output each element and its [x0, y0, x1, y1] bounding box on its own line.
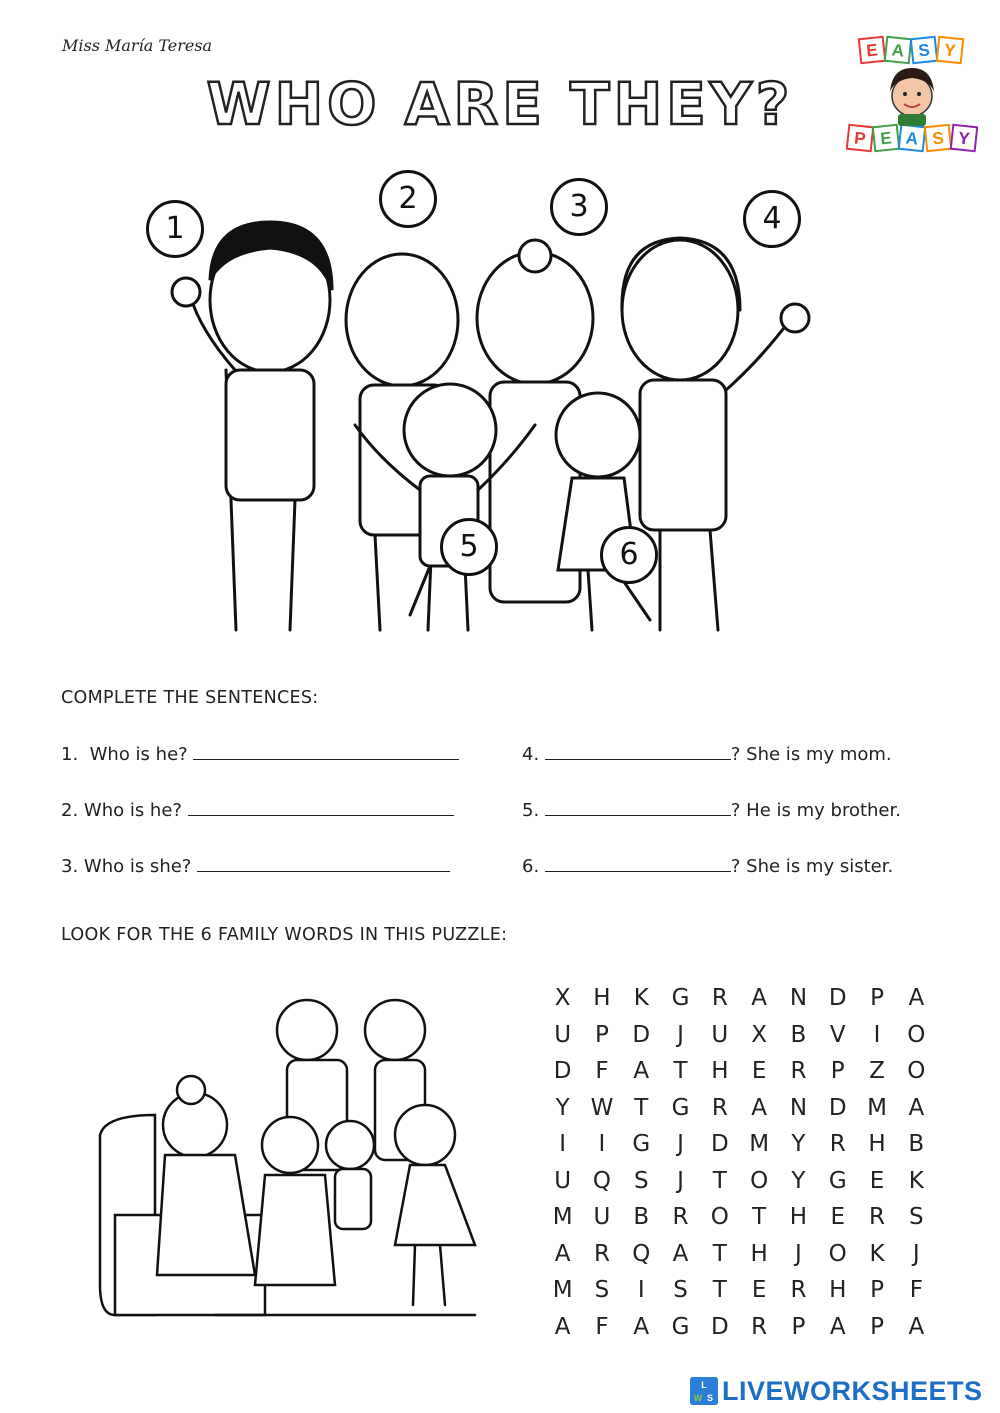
puzzle-letter[interactable]: A [633, 1058, 650, 1084]
puzzle-letter[interactable]: G [828, 1167, 847, 1194]
sentence-2 [61, 799, 454, 821]
puzzle-letter[interactable]: B [908, 1131, 925, 1157]
puzzle-letter[interactable]: M [552, 1277, 573, 1303]
puzzle-letter[interactable]: E [869, 1167, 885, 1194]
puzzle-letter[interactable]: Y [791, 1167, 806, 1194]
word-search-grid[interactable] [543, 985, 936, 1350]
answer-blank-2[interactable] [188, 799, 454, 816]
puzzle-letter[interactable]: Y [555, 1094, 570, 1121]
puzzle-letter[interactable]: R [672, 1204, 689, 1230]
puzzle-letter[interactable]: J [677, 1167, 684, 1194]
puzzle-letter[interactable]: I [637, 1277, 645, 1303]
family-sofa-illustration [95, 985, 495, 1330]
puzzle-letter[interactable]: D [710, 1313, 729, 1340]
sentence-prefix: 1. Who is he? [61, 744, 194, 765]
puzzle-letter[interactable]: N [789, 1094, 808, 1121]
svg-text:E: E [879, 128, 893, 149]
svg-text:A: A [904, 128, 920, 149]
puzzle-letter[interactable]: M [552, 1204, 573, 1230]
puzzle-letter[interactable]: H [829, 1277, 847, 1303]
answer-blank-4[interactable] [545, 743, 731, 760]
sentence-5 [522, 799, 901, 821]
svg-text:W: W [693, 1393, 703, 1403]
puzzle-letter[interactable]: A [908, 1313, 925, 1340]
puzzle-row [543, 1095, 936, 1132]
puzzle-letter[interactable]: A [633, 1313, 650, 1340]
puzzle-letter[interactable]: A [554, 1240, 571, 1267]
puzzle-letter[interactable]: S [633, 1167, 649, 1194]
puzzle-letter[interactable]: Q [632, 1240, 651, 1267]
puzzle-letter[interactable]: D [710, 1131, 729, 1157]
puzzle-letter[interactable]: T [712, 1167, 727, 1194]
puzzle-letter[interactable]: Z [869, 1058, 885, 1084]
puzzle-letter[interactable]: H [711, 1058, 729, 1084]
puzzle-letter[interactable]: D [828, 985, 847, 1011]
puzzle-letter[interactable]: K [633, 985, 649, 1011]
puzzle-letter[interactable]: O [907, 1058, 926, 1084]
puzzle-letter[interactable]: H [750, 1240, 768, 1267]
puzzle-row [543, 1058, 936, 1095]
puzzle-letter[interactable]: R [790, 1277, 807, 1303]
puzzle-letter[interactable]: G [632, 1131, 651, 1157]
puzzle-letter[interactable]: F [595, 1058, 609, 1084]
author-name: Miss María Teresa [62, 36, 213, 55]
puzzle-letter[interactable]: J [912, 1240, 920, 1267]
puzzle-letter[interactable]: G [671, 1094, 690, 1121]
puzzle-letter[interactable]: G [671, 985, 690, 1011]
sentence-4 [522, 743, 892, 765]
puzzle-letter[interactable]: A [829, 1313, 846, 1340]
puzzle-letter[interactable]: H [789, 1204, 808, 1230]
puzzle-letter[interactable]: P [830, 1058, 845, 1084]
page-title: WHO ARE THEY? [206, 70, 794, 138]
puzzle-letter[interactable]: R [869, 1204, 886, 1230]
number-circle-3: 3 [550, 178, 608, 236]
puzzle-row [543, 1204, 936, 1241]
sentence-prefix: 3. Who is she? [61, 856, 198, 877]
puzzle-letter[interactable]: U [593, 1204, 611, 1230]
puzzle-letter[interactable]: R [829, 1131, 846, 1157]
logo-letter-block [937, 37, 963, 63]
puzzle-letter[interactable]: R [711, 1094, 728, 1121]
puzzle-letter[interactable]: A [751, 985, 767, 1011]
answer-blank-6[interactable] [545, 855, 731, 872]
puzzle-letter[interactable]: A [908, 985, 925, 1011]
puzzle-letter[interactable]: H [868, 1131, 886, 1157]
puzzle-letter[interactable]: F [595, 1313, 609, 1340]
sentence-prefix: 2. Who is he? [61, 800, 188, 821]
puzzle-letter[interactable]: F [909, 1277, 923, 1303]
puzzle-letter[interactable]: P [870, 1313, 884, 1340]
number-circle-6: 6 [600, 526, 658, 584]
logo-letter-block [951, 125, 977, 151]
puzzle-letter[interactable]: T [634, 1094, 649, 1121]
footer-brand [690, 1376, 983, 1406]
puzzle-letter[interactable]: S [673, 1277, 688, 1303]
puzzle-letter[interactable]: R [711, 985, 728, 1011]
puzzle-letter[interactable]: R [593, 1240, 610, 1267]
puzzle-heading: LOOK FOR THE 6 FAMILY WORDS IN THIS PUZZLE: [61, 925, 508, 945]
sentence-1 [61, 743, 459, 765]
puzzle-letter[interactable]: D [553, 1058, 572, 1084]
sentence-6 [522, 855, 893, 877]
puzzle-letter[interactable]: T [673, 1058, 688, 1084]
puzzle-letter[interactable]: A [908, 1094, 925, 1121]
puzzle-row [543, 1022, 936, 1059]
sentence-number: 6. [522, 856, 545, 877]
puzzle-letter[interactable]: B [790, 1021, 807, 1048]
number-circle-5: 5 [440, 518, 498, 576]
puzzle-letter[interactable]: X [554, 985, 571, 1011]
number-circle-1: 1 [146, 200, 204, 258]
puzzle-letter[interactable]: M [749, 1131, 770, 1157]
svg-text:P: P [853, 128, 867, 149]
puzzle-letter[interactable]: O [828, 1240, 847, 1267]
puzzle-row [543, 1314, 936, 1351]
puzzle-letter[interactable]: J [795, 1240, 802, 1267]
logo-letter-block [911, 37, 937, 63]
puzzle-letter[interactable]: A [672, 1240, 689, 1267]
puzzle-letter[interactable]: E [751, 1058, 767, 1084]
puzzle-letter[interactable]: G [671, 1313, 690, 1340]
puzzle-letter[interactable]: A [751, 1094, 767, 1121]
puzzle-row [543, 1131, 936, 1168]
logo-letter-block [847, 125, 873, 151]
answer-blank-1[interactable] [193, 743, 459, 760]
puzzle-letter[interactable]: A [554, 1313, 571, 1340]
puzzle-letter[interactable]: I [559, 1131, 567, 1157]
puzzle-letter[interactable]: R [790, 1058, 807, 1084]
logo-letter-block [873, 125, 899, 151]
puzzle-letter[interactable]: O [710, 1204, 729, 1230]
svg-text:S: S [917, 40, 931, 61]
puzzle-letter[interactable]: V [829, 1021, 846, 1048]
puzzle-row [543, 1277, 936, 1314]
liveworksheets-brand: LIVEWORKSHEETS [722, 1375, 983, 1406]
sentence-number: 4. [522, 744, 545, 765]
sentence-suffix: ? She is my mom. [730, 744, 892, 765]
puzzle-letter[interactable]: P [870, 1277, 884, 1303]
answer-blank-3[interactable] [197, 855, 450, 872]
puzzle-letter[interactable]: T [712, 1277, 727, 1303]
puzzle-letter[interactable]: K [908, 1167, 924, 1194]
puzzle-letter[interactable]: P [595, 1021, 609, 1048]
puzzle-letter[interactable]: N [789, 985, 808, 1011]
puzzle-letter[interactable]: R [751, 1313, 768, 1340]
puzzle-letter[interactable]: E [751, 1277, 767, 1303]
sentence-number: 5. [522, 800, 545, 821]
svg-text:S: S [931, 128, 945, 149]
puzzle-letter[interactable]: J [677, 1131, 684, 1157]
svg-text:L: L [701, 1380, 707, 1390]
sentence-suffix: ? He is my brother. [730, 800, 901, 821]
puzzle-letter[interactable]: E [830, 1204, 845, 1230]
liveworksheets-logo-icon [690, 1377, 718, 1405]
svg-text:E: E [865, 40, 879, 61]
puzzle-letter[interactable]: D [632, 1021, 651, 1048]
puzzle-letter[interactable]: X [751, 1021, 768, 1048]
puzzle-letter[interactable]: O [907, 1021, 926, 1048]
puzzle-letter[interactable]: U [554, 1167, 572, 1194]
puzzle-letter[interactable]: Y [791, 1131, 806, 1157]
puzzle-letter[interactable]: S [909, 1204, 924, 1230]
logo-letter-block [925, 125, 951, 151]
logo-letter-block [859, 37, 885, 63]
svg-text:Y: Y [943, 40, 957, 61]
puzzle-letter[interactable]: P [791, 1313, 806, 1340]
svg-text:S: S [706, 1393, 714, 1403]
puzzle-letter[interactable]: P [870, 985, 884, 1011]
logo-letter-block [885, 37, 911, 63]
puzzle-letter[interactable]: Q [592, 1167, 611, 1194]
puzzle-letter[interactable]: D [828, 1094, 847, 1121]
puzzle-letter[interactable]: S [594, 1277, 610, 1303]
svg-text:A: A [890, 40, 906, 61]
easy-peasy-logo [846, 30, 978, 160]
puzzle-row [543, 1168, 936, 1205]
puzzle-letter[interactable]: J [677, 1021, 684, 1048]
puzzle-letter[interactable]: M [867, 1094, 887, 1121]
answer-blank-5[interactable] [545, 799, 731, 816]
complete-sentences-heading: COMPLETE THE SENTENCES: [61, 688, 319, 708]
puzzle-letter[interactable]: K [869, 1240, 885, 1267]
puzzle-letter[interactable]: B [633, 1204, 650, 1230]
sentence-3 [61, 855, 450, 877]
logo-letter-block [899, 125, 925, 151]
puzzle-letter[interactable]: I [873, 1021, 881, 1048]
svg-text:Y: Y [957, 128, 971, 149]
puzzle-letter[interactable]: T [752, 1204, 767, 1230]
puzzle-letter[interactable]: U [711, 1021, 729, 1048]
puzzle-row [543, 985, 936, 1022]
number-circle-4: 4 [743, 190, 801, 248]
puzzle-letter[interactable]: U [554, 1021, 572, 1048]
puzzle-letter[interactable]: T [712, 1240, 727, 1267]
puzzle-letter[interactable]: O [750, 1167, 769, 1194]
puzzle-letter[interactable]: H [593, 985, 611, 1011]
family-illustration [140, 160, 840, 660]
sentence-suffix: ? She is my sister. [730, 856, 894, 877]
puzzle-letter[interactable]: I [598, 1131, 606, 1157]
number-circle-2: 2 [379, 170, 437, 228]
puzzle-row [543, 1241, 936, 1278]
puzzle-letter[interactable]: W [590, 1094, 614, 1121]
